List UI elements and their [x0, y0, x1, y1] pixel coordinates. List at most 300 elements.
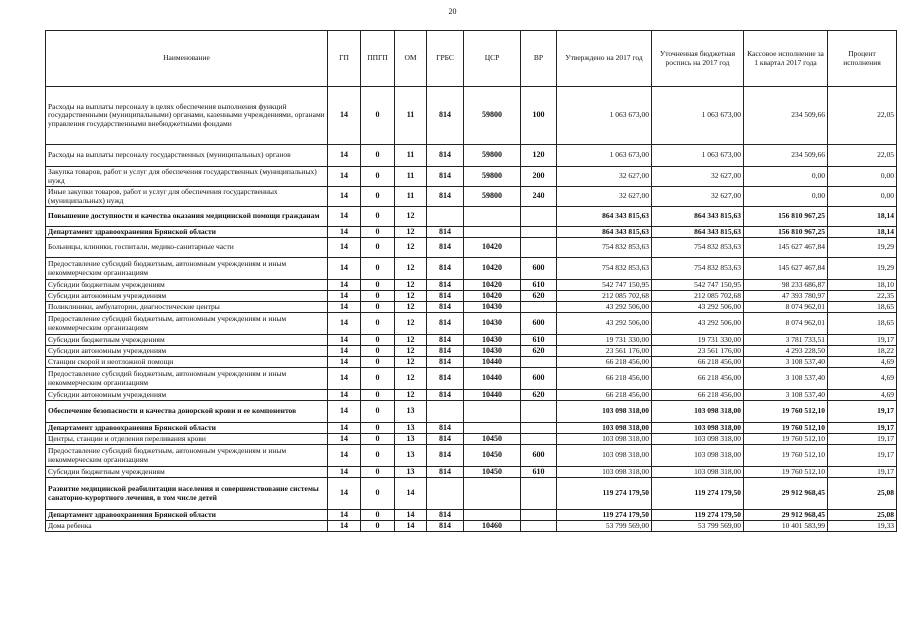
- cell-percent: 18,65: [828, 302, 897, 313]
- cell-csr: [464, 423, 521, 434]
- cell-cash: 98 233 686,87: [744, 280, 828, 291]
- cell-om: 13: [395, 423, 427, 434]
- cell-ppgp: 0: [361, 258, 395, 280]
- cell-name: Субсидии автономным учреждениям: [46, 346, 328, 357]
- cell-csr: 59800: [464, 145, 521, 167]
- cell-name: Субсидии бюджетным учреждениям: [46, 335, 328, 346]
- cell-om: 12: [395, 280, 427, 291]
- cell-name: Предоставление субсидий бюджетным, автономным учреждениям и иным некоммерческим организациям: [46, 368, 328, 390]
- cell-refined: 19 731 330,00: [652, 335, 744, 346]
- cell-refined: 119 274 179,50: [652, 510, 744, 521]
- cell-cash: 3 108 537,40: [744, 368, 828, 390]
- cell-cash: 145 627 467,84: [744, 258, 828, 280]
- cell-vr: 610: [521, 280, 557, 291]
- cell-percent: 18,65: [828, 313, 897, 335]
- cell-name: Обеспечение безопасности и качества донорской крови и ее компонентов: [46, 401, 328, 423]
- cell-grbs: [427, 401, 464, 423]
- cell-cash: 19 760 512,10: [744, 401, 828, 423]
- cell-refined: 43 292 506,00: [652, 302, 744, 313]
- cell-approved: 43 292 506,00: [557, 313, 652, 335]
- cell-ppgp: 0: [361, 357, 395, 368]
- cell-vr: [521, 510, 557, 521]
- cell-percent: 18,14: [828, 227, 897, 238]
- cell-approved: 66 218 456,00: [557, 368, 652, 390]
- cell-gp: 14: [328, 521, 361, 532]
- cell-grbs: [427, 207, 464, 227]
- cell-refined: 864 343 815,63: [652, 227, 744, 238]
- cell-csr: 10430: [464, 335, 521, 346]
- cell-csr: 10430: [464, 313, 521, 335]
- cell-csr: 10440: [464, 390, 521, 401]
- cell-om: 14: [395, 521, 427, 532]
- cell-grbs: 814: [427, 346, 464, 357]
- cell-refined: 864 343 815,63: [652, 207, 744, 227]
- cell-percent: 19,17: [828, 423, 897, 434]
- cell-cash: 29 912 968,45: [744, 510, 828, 521]
- cell-gp: 14: [328, 167, 361, 187]
- cell-cash: 0,00: [744, 187, 828, 207]
- cell-gp: 14: [328, 423, 361, 434]
- cell-ppgp: 0: [361, 335, 395, 346]
- cell-vr: [521, 521, 557, 532]
- table-row: [46, 280, 897, 291]
- cell-refined: 103 098 318,00: [652, 401, 744, 423]
- cell-csr: 10450: [464, 467, 521, 478]
- cell-grbs: 814: [427, 467, 464, 478]
- table-row: [46, 390, 897, 401]
- cell-csr: 59800: [464, 87, 521, 145]
- header-csr: ЦСР: [464, 31, 521, 87]
- cell-name: Субсидии автономным учреждениям: [46, 291, 328, 302]
- cell-csr: 59800: [464, 167, 521, 187]
- cell-approved: 103 098 318,00: [557, 467, 652, 478]
- table-row: [46, 238, 897, 258]
- cell-grbs: 814: [427, 434, 464, 445]
- cell-refined: 32 627,00: [652, 167, 744, 187]
- table-row: [46, 467, 897, 478]
- cell-refined: 212 085 702,68: [652, 291, 744, 302]
- cell-name: Закупка товаров, работ и услуг для обеспечения государственных (муниципальных) нужд: [46, 167, 328, 187]
- cell-vr: 610: [521, 467, 557, 478]
- cell-refined: 103 098 318,00: [652, 423, 744, 434]
- cell-ppgp: 0: [361, 445, 395, 467]
- table-row: [46, 368, 897, 390]
- cell-ppgp: 0: [361, 467, 395, 478]
- table-row: [46, 357, 897, 368]
- cell-om: 12: [395, 313, 427, 335]
- cell-grbs: 814: [427, 521, 464, 532]
- cell-refined: 23 561 176,00: [652, 346, 744, 357]
- cell-approved: 66 218 456,00: [557, 357, 652, 368]
- cell-name: Развитие медицинской реабилитации населения и совершенствование системы санаторно-курортного лечения, в том числе детей: [46, 478, 328, 510]
- cell-cash: 234 509,66: [744, 87, 828, 145]
- cell-approved: 103 098 318,00: [557, 423, 652, 434]
- cell-grbs: 814: [427, 238, 464, 258]
- table-row: [46, 423, 897, 434]
- cell-gp: 14: [328, 390, 361, 401]
- cell-percent: 25,08: [828, 510, 897, 521]
- cell-ppgp: 0: [361, 346, 395, 357]
- cell-om: 12: [395, 291, 427, 302]
- cell-gp: 14: [328, 227, 361, 238]
- cell-gp: 14: [328, 291, 361, 302]
- cell-name: Субсидии автономным учреждениям: [46, 390, 328, 401]
- cell-cash: 19 760 512,10: [744, 423, 828, 434]
- cell-csr: 10430: [464, 346, 521, 357]
- cell-name: Департамент здравоохранения Брянской области: [46, 510, 328, 521]
- cell-grbs: 814: [427, 368, 464, 390]
- cell-approved: 1 063 673,00: [557, 87, 652, 145]
- table-row: [46, 258, 897, 280]
- cell-cash: 3 108 537,40: [744, 357, 828, 368]
- cell-gp: 14: [328, 302, 361, 313]
- cell-gp: 14: [328, 207, 361, 227]
- cell-csr: [464, 227, 521, 238]
- cell-name: Расходы на выплаты персоналу государственных (муниципальных) органов: [46, 145, 328, 167]
- cell-om: 12: [395, 335, 427, 346]
- cell-vr: 200: [521, 167, 557, 187]
- cell-grbs: 814: [427, 423, 464, 434]
- cell-grbs: 814: [427, 313, 464, 335]
- cell-gp: 14: [328, 467, 361, 478]
- cell-approved: 1 063 673,00: [557, 145, 652, 167]
- cell-vr: 610: [521, 335, 557, 346]
- cell-refined: 32 627,00: [652, 187, 744, 207]
- cell-gp: 14: [328, 238, 361, 258]
- cell-om: 13: [395, 401, 427, 423]
- cell-name: Иные закупки товаров, работ и услуг для обеспечения государственных (муниципальных) нужд: [46, 187, 328, 207]
- cell-ppgp: 0: [361, 434, 395, 445]
- cell-percent: 25,08: [828, 478, 897, 510]
- table-row: [46, 401, 897, 423]
- cell-gp: 14: [328, 258, 361, 280]
- cell-percent: 19,17: [828, 401, 897, 423]
- cell-percent: 19,17: [828, 467, 897, 478]
- cell-grbs: 814: [427, 280, 464, 291]
- table-row: [46, 434, 897, 445]
- cell-approved: 864 343 815,63: [557, 227, 652, 238]
- cell-gp: 14: [328, 401, 361, 423]
- cell-approved: 53 799 569,00: [557, 521, 652, 532]
- table-row: [46, 478, 897, 510]
- cell-grbs: 814: [427, 167, 464, 187]
- cell-gp: 14: [328, 478, 361, 510]
- cell-refined: 66 218 456,00: [652, 357, 744, 368]
- header-grbs: ГРБС: [427, 31, 464, 87]
- cell-ppgp: 0: [361, 478, 395, 510]
- cell-gp: 14: [328, 368, 361, 390]
- page-number: 20: [448, 7, 457, 16]
- cell-approved: 43 292 506,00: [557, 302, 652, 313]
- cell-approved: 103 098 318,00: [557, 445, 652, 467]
- cell-grbs: 814: [427, 335, 464, 346]
- cell-ppgp: 0: [361, 145, 395, 167]
- cell-refined: 754 832 853,63: [652, 238, 744, 258]
- cell-approved: 119 274 179,50: [557, 510, 652, 521]
- cell-cash: 19 760 512,10: [744, 434, 828, 445]
- cell-approved: 212 085 702,68: [557, 291, 652, 302]
- header-ppgp: ППГП: [361, 31, 395, 87]
- cell-grbs: 814: [427, 445, 464, 467]
- cell-approved: 864 343 815,63: [557, 207, 652, 227]
- cell-csr: 10460: [464, 521, 521, 532]
- cell-percent: 22,05: [828, 145, 897, 167]
- cell-refined: 103 098 318,00: [652, 434, 744, 445]
- cell-vr: 240: [521, 187, 557, 207]
- cell-percent: 19,17: [828, 335, 897, 346]
- cell-vr: 120: [521, 145, 557, 167]
- header-refined: Уточненная бюджетная роспись на 2017 год: [652, 31, 744, 87]
- cell-vr: [521, 434, 557, 445]
- cell-percent: 4,69: [828, 390, 897, 401]
- cell-name: Центры, станции и отделения переливания крови: [46, 434, 328, 445]
- cell-refined: 1 063 673,00: [652, 145, 744, 167]
- cell-percent: 18,10: [828, 280, 897, 291]
- cell-cash: 0,00: [744, 167, 828, 187]
- cell-vr: [521, 227, 557, 238]
- cell-percent: 19,29: [828, 258, 897, 280]
- cell-approved: 23 561 176,00: [557, 346, 652, 357]
- cell-approved: 754 832 853,63: [557, 238, 652, 258]
- cell-approved: 32 627,00: [557, 167, 652, 187]
- header-name: Наименование: [46, 31, 328, 87]
- header-gp: ГП: [328, 31, 361, 87]
- cell-om: 12: [395, 390, 427, 401]
- cell-percent: 0,00: [828, 167, 897, 187]
- cell-om: 12: [395, 302, 427, 313]
- cell-gp: 14: [328, 145, 361, 167]
- cell-cash: 19 760 512,10: [744, 445, 828, 467]
- cell-name: Повышение доступности и качества оказания медицинской помощи гражданам: [46, 207, 328, 227]
- cell-om: 13: [395, 445, 427, 467]
- cell-refined: 1 063 673,00: [652, 87, 744, 145]
- cell-ppgp: 0: [361, 167, 395, 187]
- table-row: [46, 87, 897, 145]
- cell-csr: [464, 478, 521, 510]
- cell-grbs: 814: [427, 187, 464, 207]
- cell-name: Станции скорой и неотложной помощи: [46, 357, 328, 368]
- cell-name: Департамент здравоохранения Брянской области: [46, 423, 328, 434]
- cell-ppgp: 0: [361, 313, 395, 335]
- cell-om: 11: [395, 145, 427, 167]
- cell-vr: [521, 357, 557, 368]
- cell-name: Предоставление субсидий бюджетным, автономным учреждениям и иным некоммерческим организациям: [46, 313, 328, 335]
- cell-grbs: [427, 478, 464, 510]
- cell-approved: 32 627,00: [557, 187, 652, 207]
- cell-grbs: 814: [427, 357, 464, 368]
- cell-ppgp: 0: [361, 227, 395, 238]
- cell-om: 12: [395, 258, 427, 280]
- cell-ppgp: 0: [361, 368, 395, 390]
- table-body: [46, 87, 897, 532]
- table-row: [46, 302, 897, 313]
- cell-refined: 103 098 318,00: [652, 445, 744, 467]
- cell-name: Дома ребенка: [46, 521, 328, 532]
- cell-gp: 14: [328, 357, 361, 368]
- cell-ppgp: 0: [361, 87, 395, 145]
- cell-vr: [521, 423, 557, 434]
- table-row: [46, 187, 897, 207]
- cell-name: Субсидии бюджетным учреждениям: [46, 467, 328, 478]
- cell-vr: [521, 207, 557, 227]
- cell-vr: 600: [521, 368, 557, 390]
- cell-grbs: 814: [427, 145, 464, 167]
- cell-ppgp: 0: [361, 302, 395, 313]
- header-cash: Кассовое исполнение за 1 квартал 2017 года: [744, 31, 828, 87]
- cell-ppgp: 0: [361, 291, 395, 302]
- cell-om: 11: [395, 87, 427, 145]
- cell-approved: 19 731 330,00: [557, 335, 652, 346]
- table-row: [46, 335, 897, 346]
- cell-csr: [464, 510, 521, 521]
- cell-ppgp: 0: [361, 280, 395, 291]
- cell-om: 12: [395, 207, 427, 227]
- cell-csr: 10420: [464, 238, 521, 258]
- cell-grbs: 814: [427, 302, 464, 313]
- cell-csr: 59800: [464, 187, 521, 207]
- cell-csr: 10450: [464, 445, 521, 467]
- header-percent: Процент исполнения: [828, 31, 897, 87]
- cell-gp: 14: [328, 87, 361, 145]
- cell-name: Субсидии бюджетным учреждениям: [46, 280, 328, 291]
- cell-vr: 600: [521, 313, 557, 335]
- cell-gp: 14: [328, 335, 361, 346]
- cell-ppgp: 0: [361, 238, 395, 258]
- cell-ppgp: 0: [361, 390, 395, 401]
- cell-cash: 156 810 967,25: [744, 227, 828, 238]
- cell-approved: 103 098 318,00: [557, 434, 652, 445]
- cell-name: Предоставление субсидий бюджетным, автономным учреждениям и иным некоммерческим организациям: [46, 258, 328, 280]
- cell-ppgp: 0: [361, 207, 395, 227]
- cell-percent: 19,17: [828, 434, 897, 445]
- cell-cash: 4 293 228,50: [744, 346, 828, 357]
- cell-refined: 66 218 456,00: [652, 368, 744, 390]
- cell-ppgp: 0: [361, 187, 395, 207]
- cell-cash: 47 393 780,97: [744, 291, 828, 302]
- cell-om: 11: [395, 187, 427, 207]
- cell-vr: [521, 238, 557, 258]
- cell-om: 12: [395, 238, 427, 258]
- cell-om: 12: [395, 357, 427, 368]
- cell-vr: [521, 478, 557, 510]
- table-row: [46, 510, 897, 521]
- cell-csr: 10430: [464, 302, 521, 313]
- cell-approved: 66 218 456,00: [557, 390, 652, 401]
- cell-om: 14: [395, 478, 427, 510]
- cell-vr: 600: [521, 445, 557, 467]
- cell-gp: 14: [328, 280, 361, 291]
- header-om: ОМ: [395, 31, 427, 87]
- cell-percent: 19,17: [828, 445, 897, 467]
- cell-grbs: 814: [427, 87, 464, 145]
- cell-csr: 10440: [464, 368, 521, 390]
- cell-grbs: 814: [427, 510, 464, 521]
- cell-approved: 542 747 150,95: [557, 280, 652, 291]
- cell-csr: 10420: [464, 280, 521, 291]
- cell-name: Предоставление субсидий бюджетным, автономным учреждениям и иным некоммерческим организациям: [46, 445, 328, 467]
- cell-cash: 10 401 583,99: [744, 521, 828, 532]
- cell-ppgp: 0: [361, 423, 395, 434]
- cell-refined: 66 218 456,00: [652, 390, 744, 401]
- cell-percent: 19,33: [828, 521, 897, 532]
- cell-percent: 22,35: [828, 291, 897, 302]
- table-row: [46, 291, 897, 302]
- cell-csr: 10420: [464, 258, 521, 280]
- cell-vr: [521, 302, 557, 313]
- table-row: [46, 313, 897, 335]
- cell-om: 11: [395, 167, 427, 187]
- cell-approved: 754 832 853,63: [557, 258, 652, 280]
- cell-cash: 8 074 962,01: [744, 302, 828, 313]
- cell-cash: 8 074 962,01: [744, 313, 828, 335]
- cell-cash: 3 108 537,40: [744, 390, 828, 401]
- cell-grbs: 814: [427, 258, 464, 280]
- cell-om: 12: [395, 227, 427, 238]
- cell-name: Поликлиники, амбулатории, диагностические центры: [46, 302, 328, 313]
- cell-ppgp: 0: [361, 510, 395, 521]
- cell-gp: 14: [328, 510, 361, 521]
- cell-percent: 0,00: [828, 187, 897, 207]
- cell-om: 12: [395, 368, 427, 390]
- table-row: [46, 145, 897, 167]
- cell-approved: 119 274 179,50: [557, 478, 652, 510]
- cell-refined: 542 747 150,95: [652, 280, 744, 291]
- cell-grbs: 814: [427, 390, 464, 401]
- cell-cash: 19 760 512,10: [744, 467, 828, 478]
- cell-refined: 53 799 569,00: [652, 521, 744, 532]
- cell-csr: 10450: [464, 434, 521, 445]
- header-approved: Утверждено на 2017 год: [557, 31, 652, 87]
- cell-gp: 14: [328, 313, 361, 335]
- cell-vr: 100: [521, 87, 557, 145]
- cell-cash: 156 810 967,25: [744, 207, 828, 227]
- header-vr: ВР: [521, 31, 557, 87]
- cell-vr: 620: [521, 390, 557, 401]
- cell-cash: 234 509,66: [744, 145, 828, 167]
- cell-gp: 14: [328, 445, 361, 467]
- cell-vr: 620: [521, 346, 557, 357]
- cell-name: Больницы, клиники, госпитали, медико-санитарные части: [46, 238, 328, 258]
- cell-grbs: 814: [427, 227, 464, 238]
- cell-om: 13: [395, 467, 427, 478]
- cell-cash: 145 627 467,84: [744, 238, 828, 258]
- cell-vr: 600: [521, 258, 557, 280]
- cell-gp: 14: [328, 187, 361, 207]
- cell-ppgp: 0: [361, 521, 395, 532]
- cell-percent: 18,14: [828, 207, 897, 227]
- cell-percent: 19,29: [828, 238, 897, 258]
- cell-ppgp: 0: [361, 401, 395, 423]
- cell-om: 13: [395, 434, 427, 445]
- cell-percent: 4,69: [828, 368, 897, 390]
- cell-cash: 29 912 968,45: [744, 478, 828, 510]
- cell-approved: 103 098 318,00: [557, 401, 652, 423]
- cell-vr: 620: [521, 291, 557, 302]
- cell-refined: 119 274 179,50: [652, 478, 744, 510]
- table-row: [46, 227, 897, 238]
- cell-gp: 14: [328, 434, 361, 445]
- cell-csr: [464, 401, 521, 423]
- header-row: [46, 31, 897, 87]
- table-row: [46, 445, 897, 467]
- cell-gp: 14: [328, 346, 361, 357]
- cell-om: 12: [395, 346, 427, 357]
- table-row: [46, 167, 897, 187]
- cell-csr: [464, 207, 521, 227]
- table-row: [46, 207, 897, 227]
- table-row: [46, 521, 897, 532]
- cell-om: 14: [395, 510, 427, 521]
